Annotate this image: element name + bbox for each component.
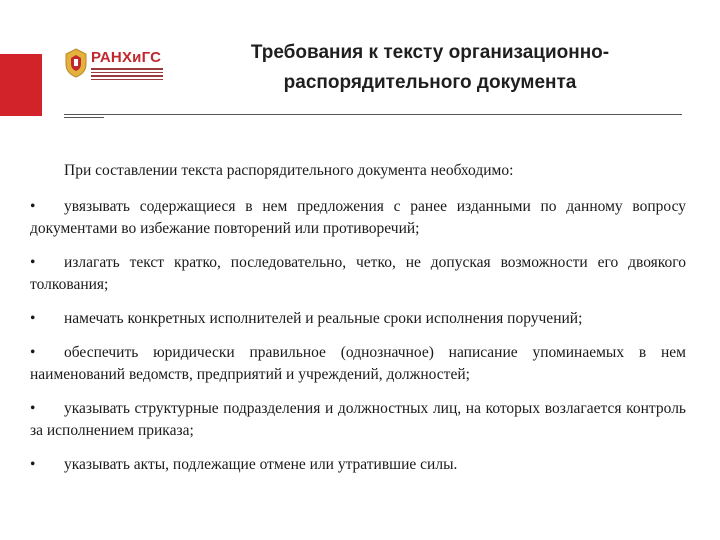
list-item-text: обеспечить юридически правильное (однозначное) написание упоминаемых в нем наименований ведомств, предприятий и учреждений, должностей; [30,344,686,383]
logo-text: РАНХиГС [91,49,162,66]
emblem-icon [64,48,88,78]
title-divider [64,114,682,115]
list-item [30,342,686,386]
list-item-text: излагать текст кратко, последовательно, четко, не допуская возможности его двоякого толкования; [30,254,686,293]
bullet: • [30,400,36,417]
list-item [30,398,686,442]
page-title [200,38,660,98]
list-item [30,196,686,240]
list-item-text: намечать конкретных исполнителей и реальные сроки исполнения поручений; [64,310,583,327]
title-divider-accent [64,117,104,118]
list-item-text: указывать структурные подразделения и должностных лиц, на которых возлагается контроль за исполнением приказа; [30,400,686,439]
bullet: • [30,310,36,327]
logo-tagline [91,68,163,82]
list-item-text: указывать акты, подлежащие отмене или утратившие силы. [64,456,458,473]
title-line-2: распорядительного документа [283,72,577,93]
ranepa-logo [64,48,168,82]
red-accent-bar [0,54,42,116]
requirements-list [30,196,686,488]
bullet: • [30,344,36,361]
bullet: • [30,254,36,271]
list-item-text: увязывать содержащиеся в нем предложения с ранее изданными по данному вопросу документами во избежание повторений или противоречий; [30,198,686,237]
bullet: • [30,456,36,473]
intro-text: При составлении текста распорядительного документа необходимо: [64,162,514,179]
list-item [30,308,686,330]
list-item [30,252,686,296]
title-line-1: Требования к тексту организационно- [250,42,610,63]
list-item [30,454,686,476]
bullet: • [30,198,36,215]
